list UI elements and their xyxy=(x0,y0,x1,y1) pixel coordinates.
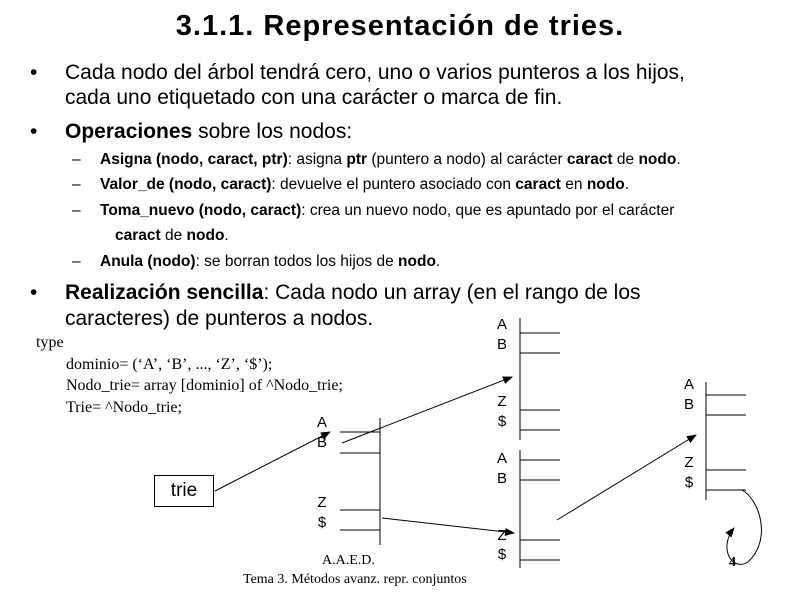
op-desc: : devuelve el puntero asociado con xyxy=(271,176,516,193)
node2-label-end: $ xyxy=(497,413,507,430)
node4-label-b: B xyxy=(683,396,694,413)
code-trie: Trie= ^Nodo_trie; xyxy=(66,399,182,416)
node3-label-a: A xyxy=(496,450,507,467)
code-nodo-trie: Nodo_trie= array [dominio] of ^Nodo_trie; xyxy=(66,377,343,394)
op-desc: (puntero a nodo) al carácter xyxy=(367,151,567,168)
node2-label-z: Z xyxy=(497,393,507,410)
op-bold: nodo xyxy=(638,151,677,168)
op-bold: caract xyxy=(115,227,161,244)
op-desc: en xyxy=(560,176,587,193)
op-bold: caract xyxy=(515,176,561,193)
op-bold: caract xyxy=(566,151,613,168)
op-desc: : se borran todos los hijos de xyxy=(195,253,399,270)
bullet-line-2: caracteres) de punteros a nodos. xyxy=(65,307,374,330)
code-type-keyword: type xyxy=(36,334,64,351)
node1-label-a: A xyxy=(316,414,327,431)
op-end: . xyxy=(624,176,630,193)
dash-marker: – xyxy=(72,151,81,168)
op-desc: : asigna xyxy=(287,151,347,168)
node4-label-end: $ xyxy=(684,474,694,491)
op-desc: de xyxy=(612,151,639,168)
op-name: Valor_de (nodo, caract) xyxy=(100,176,272,193)
arrow-a-to-node2 xyxy=(342,377,512,443)
node4-label-z: Z xyxy=(684,454,694,471)
op-bold: ptr xyxy=(346,151,368,168)
node2-label-b: B xyxy=(496,336,507,353)
node3-label-b: B xyxy=(496,470,507,487)
bullet-line-2: cada uno etiquetado con una carácter o marca de fin. xyxy=(65,86,563,109)
op-name: Anula (nodo) xyxy=(100,253,196,270)
op-bold: nodo xyxy=(186,227,225,244)
op-name: Toma_nuevo (nodo, caract) xyxy=(100,202,302,219)
node2-label-a: A xyxy=(496,316,507,333)
arrow-self-loop xyxy=(727,490,762,564)
node1-label-end: $ xyxy=(317,514,327,531)
bullet-marker: • xyxy=(30,61,38,84)
footer-course: A.A.E.D. xyxy=(322,553,375,568)
dash-marker: – xyxy=(72,253,81,270)
bullet-marker: • xyxy=(30,120,38,143)
arrow-b-to-node4 xyxy=(557,435,696,520)
bullet-rest: : Cada nodo un array (en el rango de los xyxy=(263,281,641,304)
slide-title: 3.1.1. Representación de tries. xyxy=(175,10,625,42)
bullet-line-1: Cada nodo del árbol tendrá cero, uno o varios punteros a los hijos, xyxy=(65,61,685,84)
footer-topic: Tema 3. Métodos avanz. repr. conjuntos xyxy=(243,572,467,587)
op-end: . xyxy=(435,253,441,270)
dash-marker: – xyxy=(72,202,81,219)
op-name: Asigna (nodo, caract, ptr) xyxy=(100,151,288,168)
op-bold: nodo xyxy=(398,253,436,270)
op-end: . xyxy=(676,151,681,168)
trie-root-box: trie xyxy=(154,475,214,507)
op-desc: de xyxy=(160,227,187,244)
bullet-marker: • xyxy=(30,281,38,304)
bullet-bold: Realización sencilla xyxy=(65,281,264,304)
node1-label-z: Z xyxy=(317,494,327,511)
node4-label-a: A xyxy=(683,376,694,393)
code-dominio: dominio= (‘A’, ‘B’, ..., ‘Z’, ‘$’); xyxy=(66,356,273,373)
op-bold: nodo xyxy=(586,176,625,193)
node3-label-z: Z xyxy=(497,527,507,544)
node1-label-b: B xyxy=(316,434,327,451)
page-number: 4 xyxy=(729,555,736,570)
node3-label-end: $ xyxy=(497,546,507,563)
bullet-bold: Operaciones xyxy=(65,120,193,143)
op-desc: : crea un nuevo nodo, que es apuntado por el carácter xyxy=(301,202,675,219)
op-end: . xyxy=(224,227,229,244)
dash-marker: – xyxy=(72,176,81,193)
bullet-rest: sobre los nodos: xyxy=(192,120,353,143)
